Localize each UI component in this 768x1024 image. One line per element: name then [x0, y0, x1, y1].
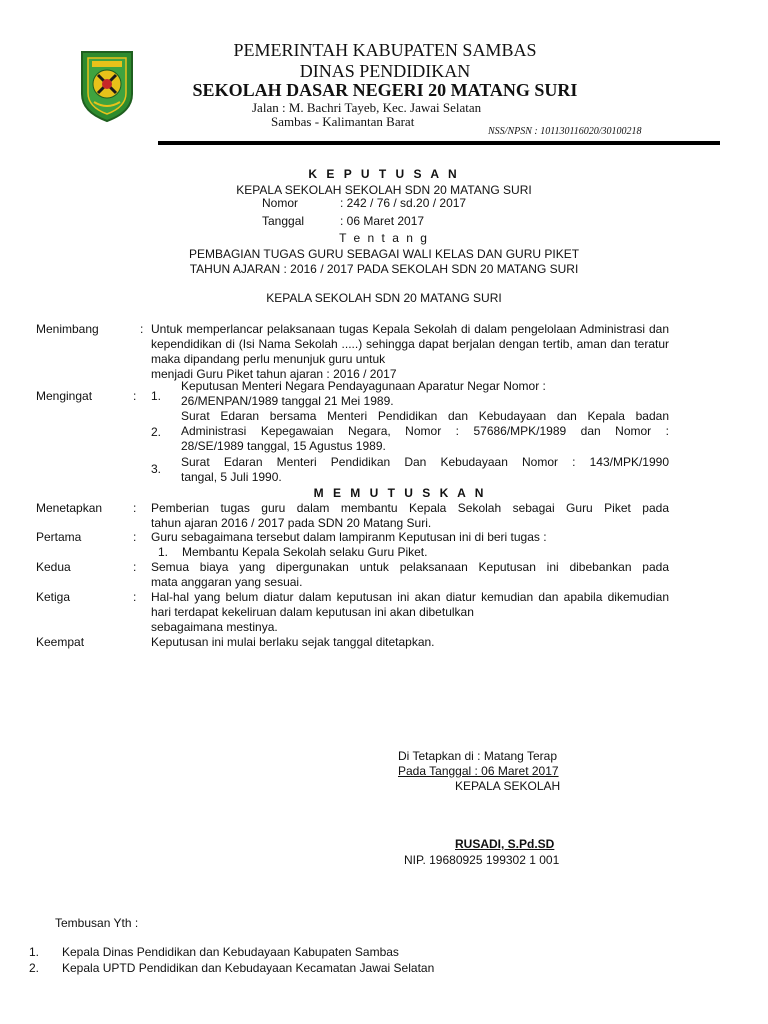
- tembusan-title: Tembusan Yth :: [55, 916, 139, 930]
- nomor-label: Nomor: [262, 196, 299, 210]
- mengingat-item-3-line-1: Surat Edaran Menteri Pendidikan Dan Kebudayaan Nomor : 143/MPK/1990: [181, 455, 669, 469]
- menetapkan-text: [151, 501, 669, 531]
- tanggal-label: Tanggal: [262, 214, 305, 228]
- colon: :: [140, 322, 144, 336]
- pertama-item-number: 1.: [158, 545, 169, 559]
- colon: :: [133, 590, 137, 604]
- mengingat-label: Mengingat: [36, 389, 93, 403]
- signatory-name: RUSADI, S.Pd.SD: [455, 837, 555, 851]
- menimbang-text: [151, 322, 669, 382]
- memutuskan-heading: M E M U T U S K A N: [313, 486, 487, 500]
- nomor-value: : 242 / 76 / sd.20 / 2017: [340, 196, 467, 210]
- mengingat-item-1-line-2: 26/MENPAN/1989 tanggal 21 Mei 1989.: [181, 394, 394, 408]
- menimbang-label: Menimbang: [36, 322, 99, 336]
- ketiga-text: [151, 590, 669, 635]
- tembusan-item: Kepala Dinas Pendidikan dan Kebudayaan Kabupaten Sambas: [62, 945, 399, 959]
- mengingat-number: 3.: [151, 462, 162, 476]
- tembusan-number: 1.: [29, 945, 40, 959]
- ketiga-label: Ketiga: [36, 590, 71, 604]
- header-divider: [158, 141, 720, 145]
- regency-emblem-icon: [76, 48, 138, 124]
- mengingat-number: 2.: [151, 425, 162, 439]
- colon: :: [133, 501, 137, 515]
- signatory-nip: NIP. 19680925 199302 1 001: [404, 853, 560, 867]
- mengingat-item-1-line-1: Keputusan Menteri Negara Pendayagunaan Aparatur Negar Nomor :: [181, 379, 546, 393]
- menetapkan-line-2: tahun ajaran 2016 / 2017 pada SDN 20 Matang Suri.: [151, 516, 432, 530]
- tembusan-number: 2.: [29, 961, 40, 975]
- subject-line-1: PEMBAGIAN TUGAS GURU SEBAGAI WALI KELAS DAN GURU PIKET: [188, 247, 580, 261]
- government-name: PEMERINTAH KABUPATEN SAMBAS: [233, 40, 537, 60]
- tentang: T e n t a n g: [339, 231, 429, 245]
- address-line-2: Sambas - Kalimantan Barat: [271, 114, 415, 129]
- colon: :: [133, 530, 137, 544]
- school-name: SEKOLAH DASAR NEGERI 20 MATANG SURI: [192, 80, 578, 100]
- signature-place: Di Tetapkan di : Matang Terap: [398, 749, 557, 763]
- signature-role: KEPALA SEKOLAH: [455, 779, 561, 793]
- address-line-1: Jalan : M. Bachri Tayeb, Kec. Jawai Selatan: [252, 100, 482, 115]
- menetapkan-line-1: Pemberian tugas guru dalam membantu Kepala Sekolah sebagai Guru Piket pada: [151, 501, 669, 515]
- keempat-text: Keputusan ini mulai berlaku sejak tanggal ditetapkan.: [151, 635, 435, 649]
- kedua-label: Kedua: [36, 560, 71, 574]
- pertama-label: Pertama: [36, 530, 82, 544]
- mengingat-number: 1.: [151, 389, 162, 403]
- colon: :: [133, 389, 137, 403]
- mengingat-item-2-line-2: Administrasi Kepegawaian Negara, Nomor : 57686/MPK/1989 dan Nomor :: [181, 424, 669, 438]
- menimbang-paragraph: Untuk memperlancar pelaksanaan tugas Kepala Sekolah di dalam pengelolaan Administrasi dan kependidikan di (Isi Nama Sekolah .....) sehingga dapat berjalan dengan tertib, aman dan teratur maka dipandang perlu menunjuk guru untuk: [151, 322, 669, 366]
- kedua-line-1: Semua biaya yang dipergunakan untuk pelaksanaan Keputusan ini dibebankan pada: [151, 560, 669, 574]
- menetapkan-label: Menetapkan: [36, 501, 103, 515]
- ketiga-paragraph: Hal-hal yang belum diatur dalam keputusan ini akan diatur kemudian dan apabila dikemudian hari terdapat kekeliruan dalam keputusan ini akan dibetulkan: [151, 590, 669, 619]
- keempat-label: Keempat: [36, 635, 85, 649]
- mengingat-item-2-line-1: Surat Edaran bersama Menteri Pendidikan dan Kebudayaan dan Kepala badan: [181, 409, 669, 423]
- pertama-item: Membantu Kepala Sekolah selaku Guru Piket.: [182, 545, 428, 559]
- kedua-line-2: mata anggaran yang sesuai.: [151, 575, 303, 589]
- ketiga-last-line: sebagaimana mestinya.: [151, 620, 278, 634]
- decree-issuer: KEPALA SEKOLAH SEKOLAH SDN 20 MATANG SURI: [236, 183, 532, 197]
- department-name: DINAS PENDIDIKAN: [299, 61, 471, 81]
- tanggal-value: : 06 Maret 2017: [340, 214, 425, 228]
- mengingat-item-2-line-3: 28/SE/1989 tanggal, 15 Agustus 1989.: [181, 439, 386, 453]
- pertama-text: Guru sebagaimana tersebut dalam lampiranm Keputusan ini di beri tugas :: [151, 530, 547, 544]
- colon: :: [133, 560, 137, 574]
- subject-line-2: TAHUN AJARAN : 2016 / 2017 PADA SEKOLAH SDN 20 MATANG SURI: [189, 262, 579, 276]
- mengingat-item-3-line-2: tangal, 5 Juli 1990.: [181, 470, 282, 484]
- signature-date: Pada Tanggal : 06 Maret 2017: [398, 764, 559, 778]
- decree-heading: K E P U T U S A N: [308, 167, 460, 181]
- menimbang-last-line: menjadi Guru Piket tahun ajaran : 2016 / 2017: [151, 367, 397, 381]
- kedua-text: [151, 560, 669, 590]
- authority: KEPALA SEKOLAH SDN 20 MATANG SURI: [266, 291, 502, 305]
- tembusan-item: Kepala UPTD Pendidikan dan Kebudayaan Kecamatan Jawai Selatan: [62, 961, 435, 975]
- nss-npsn: NSS/NPSN : 101130116020/30100218: [488, 126, 642, 137]
